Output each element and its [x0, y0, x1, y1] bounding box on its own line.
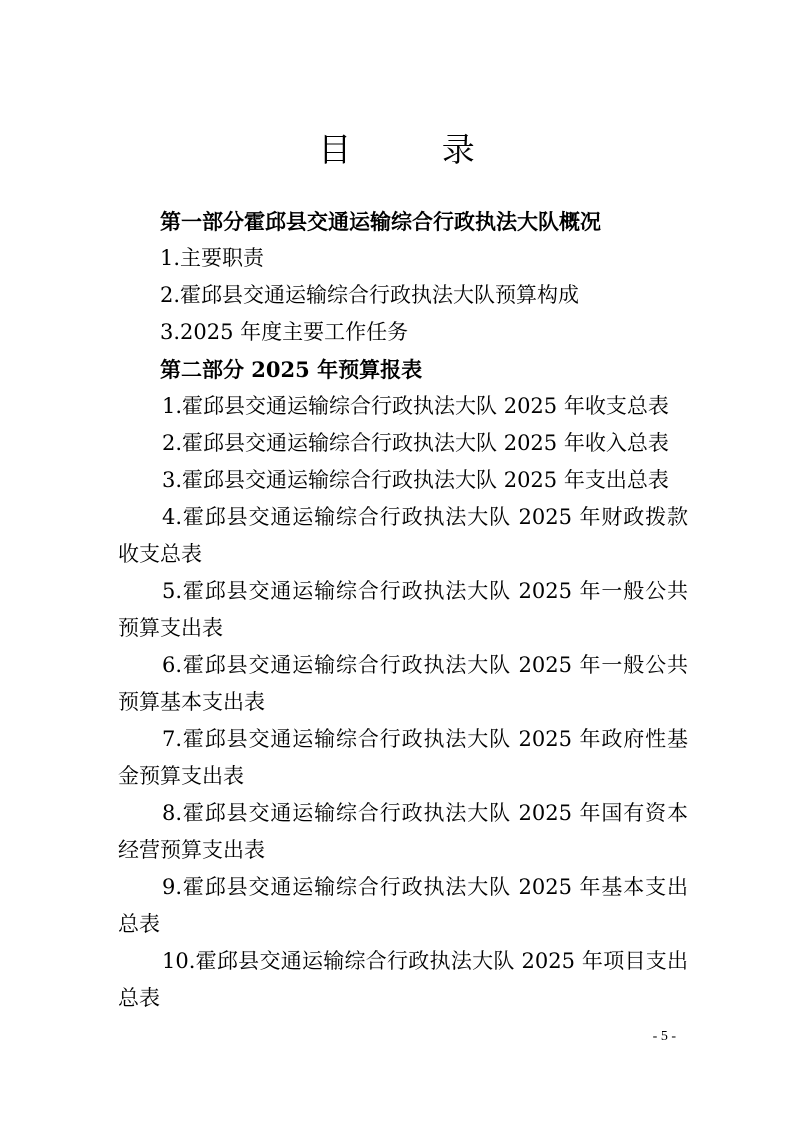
page-title: 目 录	[318, 130, 515, 169]
toc-entry-1-2: 2.霍邱县交通运输综合行政执法大队预算构成	[160, 283, 580, 307]
toc-entry-2-8: 8.霍邱县交通运输综合行政执法大队 2025 年国有资本经营预算支出表	[118, 801, 688, 862]
page-number: - 5 -	[652, 1029, 676, 1044]
toc-entry-2-6: 6.霍邱县交通运输综合行政执法大队 2025 年一般公共预算基本支出表	[118, 653, 688, 714]
toc-entry-1-3: 3.2025 年度主要工作任务	[160, 320, 409, 344]
toc-entry-2-9: 9.霍邱县交通运输综合行政执法大队 2025 年基本支出总表	[118, 875, 688, 936]
toc-entry-2-5: 5.霍邱县交通运输综合行政执法大队 2025 年一般公共预算支出表	[118, 579, 688, 640]
toc-entry-2-7: 7.霍邱县交通运输综合行政执法大队 2025 年政府性基金预算支出表	[118, 727, 688, 788]
toc-entry-2-10: 10.霍邱县交通运输综合行政执法大队 2025 年项目支出总表	[118, 949, 688, 1010]
toc-entry-2-2: 2.霍邱县交通运输综合行政执法大队 2025 年收入总表	[162, 431, 669, 455]
toc-entry-2-1: 1.霍邱县交通运输综合行政执法大队 2025 年收支总表	[162, 394, 669, 418]
toc-entry-2-4: 4.霍邱县交通运输综合行政执法大队 2025 年财政拨款收支总表	[118, 505, 688, 566]
part-two-heading: 第二部分 2025 年预算报表	[160, 357, 423, 382]
part-one-heading: 第一部分霍邱县交通运输综合行政执法大队概况	[160, 209, 601, 234]
table-of-contents	[118, 203, 688, 1017]
toc-entry-1-1: 1.主要职责	[160, 246, 265, 270]
toc-entry-2-3: 3.霍邱县交通运输综合行政执法大队 2025 年支出总表	[162, 468, 669, 492]
